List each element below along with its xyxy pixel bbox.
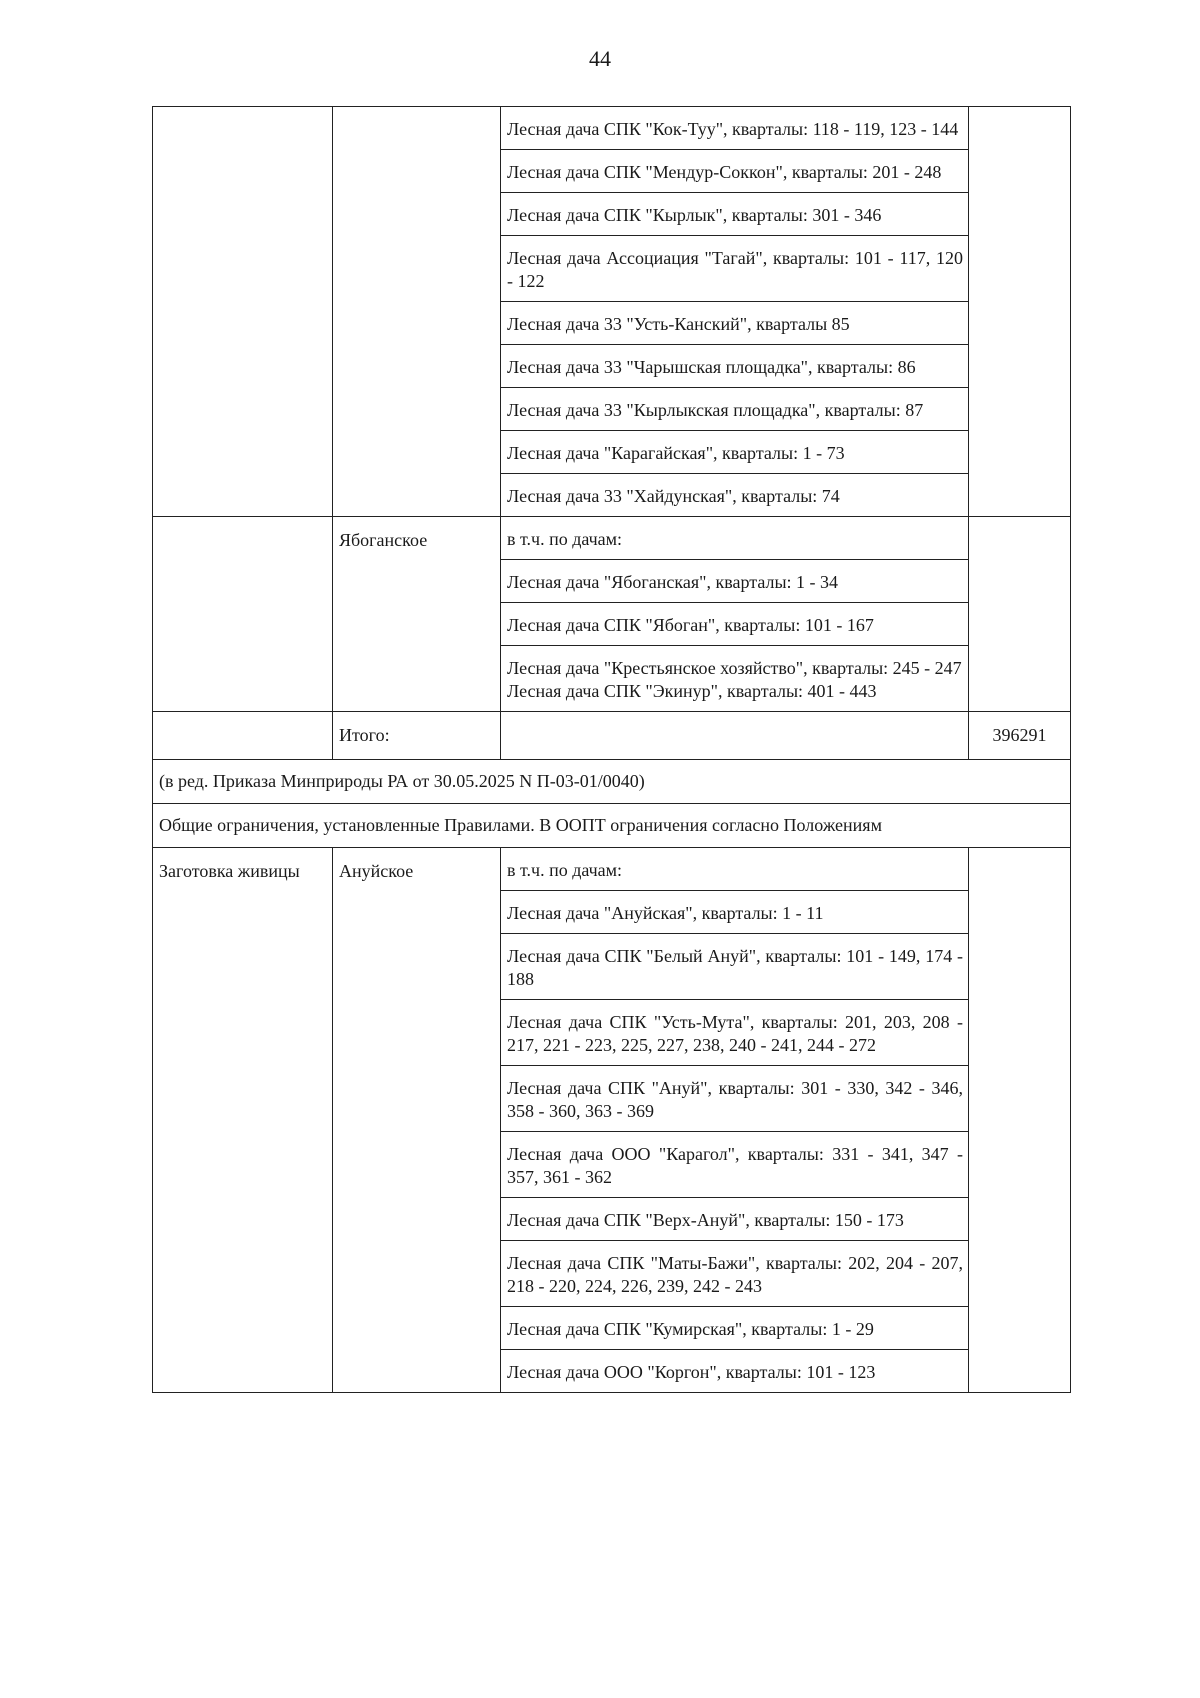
list-item: Лесная дача "Ануйская", кварталы: 1 - 11	[501, 890, 968, 933]
list-item: Лесная дача СПК "Мендур-Соккон", кварталы: 201 - 248	[501, 149, 968, 192]
dacha-list	[501, 517, 969, 712]
activity-cell	[153, 712, 333, 760]
table-row	[153, 107, 1071, 517]
total-empty-cell	[501, 712, 969, 760]
list-item: Лесная дача ООО "Карагол", кварталы: 331 - 341, 347 - 357, 361 - 362	[501, 1131, 968, 1197]
area-cell	[969, 848, 1071, 1393]
area-cell	[969, 107, 1071, 517]
table-row	[153, 712, 1071, 760]
table-row	[153, 848, 1071, 1393]
activity-name: Заготовка живицы	[153, 848, 333, 1393]
forestry-table	[152, 106, 1071, 1393]
page-number: 44	[589, 46, 611, 71]
list-item: в т.ч. по дачам:	[507, 860, 623, 880]
list-item: Лесная дача СПК "Белый Ануй", кварталы: 101 - 149, 174 - 188	[501, 933, 968, 999]
list-item: Лесная дача СПК "Кумирская", кварталы: 1 - 29	[501, 1306, 968, 1349]
list-item: Лесная дача СПК "Кок-Туу", кварталы: 118 - 119, 123 - 144	[507, 119, 959, 139]
district-name: Ябоганское	[333, 517, 501, 712]
district-name: Ануйское	[333, 848, 501, 1393]
list-item: Лесная дача СПК "Верх-Ануй", кварталы: 150 - 173	[501, 1197, 968, 1240]
table-row	[153, 804, 1071, 848]
list-item: Лесная дача СПК "Маты-Бажи", кварталы: 202, 204 - 207, 218 - 220, 224, 226, 239, 242 - 243	[501, 1240, 968, 1306]
list-item: Лесная дача ООО "Коргон", кварталы: 101 - 123	[501, 1349, 968, 1392]
activity-cell	[153, 517, 333, 712]
total-label: Итого:	[333, 712, 501, 760]
list-item: Лесная дача Ассоциация "Тагай", кварталы: 101 - 117, 120 - 122	[501, 235, 968, 301]
total-value: 396291	[969, 712, 1071, 760]
list-item: Лесная дача 33 "Усть-Канский", кварталы 85	[501, 301, 968, 344]
list-item: Лесная дача "Крестьянское хозяйство", кварталы: 245 - 247	[501, 645, 968, 680]
list-item: Лесная дача "Ябоганская", кварталы: 1 - 34	[501, 559, 968, 602]
table-row	[153, 760, 1071, 804]
dacha-list	[501, 848, 969, 1393]
list-item: Лесная дача СПК "Ануй", кварталы: 301 - 330, 342 - 346, 358 - 360, 363 - 369	[501, 1065, 968, 1131]
area-cell	[969, 517, 1071, 712]
list-item: Лесная дача "Карагайская", кварталы: 1 - 73	[501, 430, 968, 473]
district-cell	[333, 107, 501, 517]
dacha-list	[501, 107, 969, 517]
list-item: Лесная дача СПК "Экинур", кварталы: 401 - 443	[507, 681, 877, 701]
list-item: в т.ч. по дачам:	[507, 529, 623, 549]
list-item: Лесная дача 33 "Кырлыкская площадка", кварталы: 87	[501, 387, 968, 430]
list-item: Лесная дача СПК "Усть-Мута", кварталы: 201, 203, 208 - 217, 221 - 223, 225, 227, 238, 240 - 241, 244 - 272	[501, 999, 968, 1065]
list-item: Лесная дача СПК "Ябоган", кварталы: 101 - 167	[501, 602, 968, 645]
activity-cell	[153, 107, 333, 517]
list-item: Лесная дача 33 "Хайдунская", кварталы: 74	[501, 473, 968, 516]
table-row	[153, 517, 1071, 712]
list-item: Лесная дача 33 "Чарышская площадка", кварталы: 86	[501, 344, 968, 387]
amendment-note: (в ред. Приказа Минприроды РА от 30.05.2025 N П-03-01/0040)	[153, 760, 1071, 804]
list-item: Лесная дача СПК "Кырлык", кварталы: 301 - 346	[501, 192, 968, 235]
restrictions-note: Общие ограничения, установленные Правилами. В ООПТ ограничения согласно Положениям	[153, 804, 1071, 848]
